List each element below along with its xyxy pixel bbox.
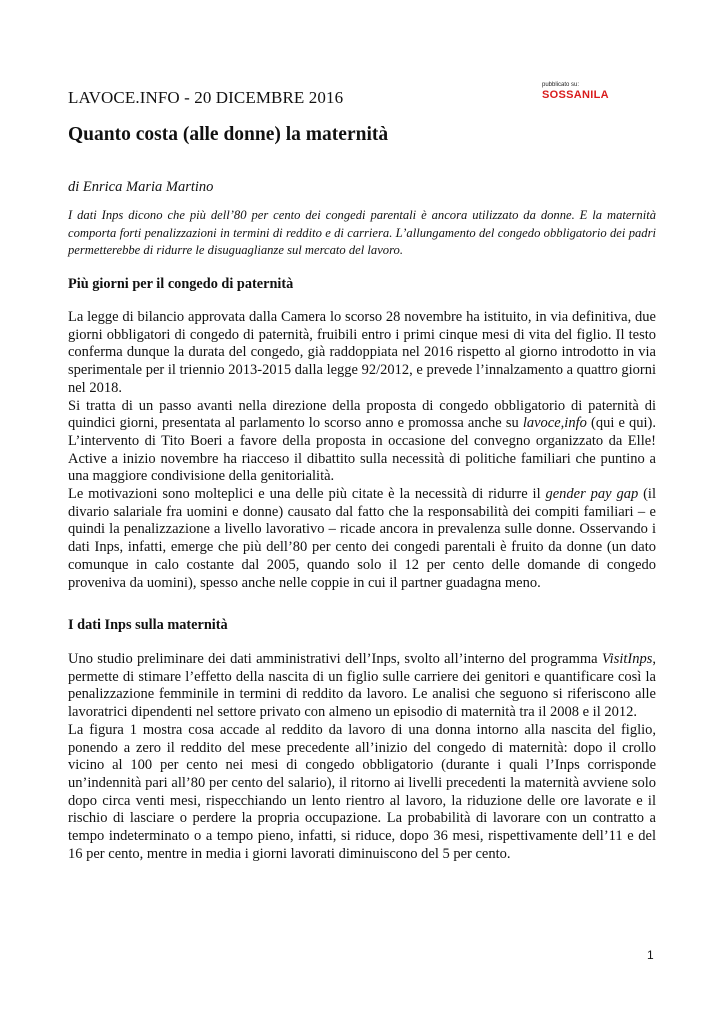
- section-body-paternita: [68, 309, 656, 592]
- source-line: LAVOCE.INFO - 20 DICEMBRE 2016: [68, 88, 344, 107]
- section-heading-dati-inps: I dati Inps sulla maternità: [68, 617, 228, 633]
- paragraph: Uno studio preliminare dei dati amministrativi dell’Inps, svolto all’interno del programma VisitInps, permette di stimare l’effetto della nascita di un figlio sulle carriere dei genitori e quantificare così la penalizzazione femminile in termini di reddito da lavoro. Le analisi che seguono si riferiscono alle lavoratrici dipendenti nel settore privato con almeno un episodio di maternità tra il 2008 e il 2012.: [68, 651, 656, 721]
- page-number: 1: [647, 948, 654, 962]
- section-body-dati-inps: [68, 651, 656, 863]
- italic-text: gender pay gap: [545, 486, 639, 503]
- italic-text: VisitInps: [601, 651, 653, 667]
- article-abstract: I dati Inps dicono che più dell’80 per cento dei congedi parentali è ancora utilizzato da donne. E la maternità comporta forti penalizzazioni in termini di reddito e di carriera. L’allungamento del congedo obbligatorio dei padri permetterebbe di ridurre le disuguaglianze sul mercato del lavoro.: [68, 208, 656, 257]
- section-heading-paternita: Più giorni per il congedo di paternità: [68, 276, 294, 292]
- article-title: Quanto costa (alle donne) la maternità: [68, 124, 389, 145]
- paragraph: La figura 1 mostra cosa accade al reddito da lavoro di una donna intorno alla nascita del figlio, ponendo a zero il reddito del mese precedente all’inizio del congedo di maternità: dopo il crollo vicino al 100 per cento nei mesi di congedo obbligatorio (durante i quali l’Inps corrisponde un’indennità pari all’80 per cento del salario), il ritorno ai livelli precedenti la maternità avviene solo dopo circa venti mesi, rispecchiando un lento rientro al lavoro, la riduzione delle ore lavorate e il rischio di lasciare o perdere la propria occupazione. La probabilità di lavorare con un contratto a tempo indeterminato o a tempo pieno, infatti, si riduce, dopo 36 mesi, rispettivamente dell’11 e del 16 per cento, mentre in media i giorni lavorati diminuiscono del 5 per cento.: [68, 721, 656, 862]
- article-author: di Enrica Maria Martino: [68, 179, 214, 195]
- logo-caption: pubblicato su:: [542, 82, 580, 88]
- paragraph: La legge di bilancio approvata dalla Camera lo scorso 28 novembre ha istituito, in via definitiva, due giorni obbligatori di congedo di paternità, fruibili entro i primi cinque mesi di vita del figlio. Il testo conferma dunque la durata del congedo, già raddoppiata nel 2016 rispetto al giorno introdotto in via sperimentale per il triennio 2013-2015 dalla legge 92/2012, e prevede l’innalzamento a quattro giorni nel 2018.: [68, 309, 656, 396]
- logo-brand: SOSSANILA: [542, 89, 609, 101]
- italic-text: lavoce,info: [522, 415, 587, 432]
- publisher-logo: [542, 82, 609, 108]
- paragraph: Le motivazioni sono molteplici e una delle più citate è la necessità di ridurre il gender pay gap (il divario salariale fra uomini e donne) causato dal fatto che la responsabilità dei compiti familiari – e quindi la penalizzazione a livello lavorativo – ricade ancora in prevalenza sulle donne. Osservando i dati Inps, infatti, emerge che più dell’80 per cento dei congedi parentali è fruito da donne (un dato comunque in calo costante dal 2005, quando solo il 12 per cento delle domande di congedo proveniva da uomini), spesso anche nelle coppie in cui il partner guadagna meno.: [68, 486, 656, 591]
- page-header: [68, 82, 656, 112]
- paragraph: Si tratta di un passo avanti nella direzione della proposta di congedo obbligatorio di paternità di quindici giorni, presentata al parlamento lo scorso anno e promossa anche su lavoce,info (qui e qui). L’intervento di Tito Boeri a favore della proposta in occasione del convegno organizzato da Elle! Active a inizio novembre ha riacceso il dibattito sulla necessità di politiche familiari che puntino a una maggiore condivisione della genitorialità.: [68, 397, 656, 485]
